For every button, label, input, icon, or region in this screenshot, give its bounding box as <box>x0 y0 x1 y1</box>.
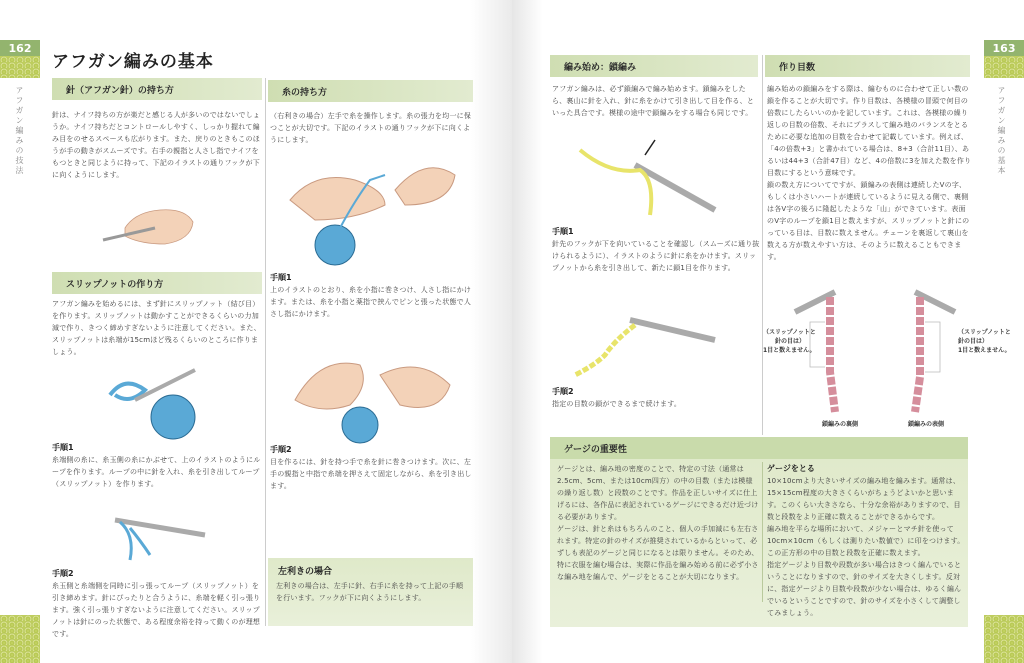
chain-note-left: （スリップノットと 針の目は） 1目と数えません。 <box>763 329 816 354</box>
section-heading-slipknot: スリップノットの作り方 <box>52 272 262 294</box>
section-heading-cast-on: 作り目数 <box>765 55 970 77</box>
chain-step2-illustration <box>570 295 720 380</box>
page-number-left: 162 <box>0 40 40 56</box>
knit-texture-decoration <box>0 615 40 663</box>
slipknot-step1-title: 手順1 <box>52 443 74 452</box>
caption-chain-back: 鎖編みの裏側 <box>822 421 859 428</box>
chain-note-right: （スリップノットと 針の目は） 1目と数えません。 <box>958 329 1011 354</box>
yarn-hold-step1-illustration <box>285 150 465 270</box>
yarn-step2-text: 目を作るには、針を持つ手で糸を針に巻きつけます。次に、左手の親指と中指で糸端を押さえて固定しながら、糸を引き出します。 <box>270 458 472 490</box>
caption-chain-front: 鎖編みの表側 <box>908 421 945 428</box>
section-heading-needle: 針（アフガン針）の持ち方 <box>52 78 262 100</box>
page-number-right: 163 <box>984 40 1024 56</box>
slipknot-step2-title: 手順2 <box>52 569 74 578</box>
slipknot-step1-illustration <box>105 365 205 445</box>
section-heading-yarn: 糸の持ち方 <box>268 80 473 102</box>
lefty-text: 左利きの場合は、左手に針、右手に糸を持って上記の手順を行います。フックが下に向くようにします。 <box>276 582 464 602</box>
chain-step1-title: 手順1 <box>552 227 574 236</box>
slipknot-step2-illustration <box>100 500 210 565</box>
chain-step2-title: 手順2 <box>552 387 574 396</box>
yarn-hold-step2-illustration <box>290 345 460 445</box>
chain-step1-illustration <box>570 135 720 220</box>
gauge-sub-text: 10×10cmより大きいサイズの編み地を編みます。通常は、15×15cm程度の大きさくらいがちょうどよいかと思います。このくらい大きさなら、十分な余裕がありますので、目数と段数をより正確に数えることができるからです。 編み地を平らな場所において、メジャーとマチ針を使って10cm×10cm（もしくは測りたい数値で）に印をつけます。この正方形の中の目数と段数を正確に数えます。 指定ゲージより目数や段数が多い場合はきつく編んでいるということになりますので、針のサイズを大きくします。反対に、指定ゲージより目数や段数が少ない場合は、ゆるく編んでいるということですので、針のサイズを小さくして調整してみましょう。 <box>767 477 965 617</box>
section-heading-chain: 編み始め：鎖編み <box>550 55 758 77</box>
yarn-step1-title: 手順1 <box>270 273 292 282</box>
knit-texture-decoration <box>984 615 1024 663</box>
chain-step2-text: 指定の目数の鎖ができるまで続けます。 <box>552 400 682 408</box>
gauge-text: ゲージとは、編み地の密度のことで、特定の寸法（通常は2.5cm、5cm、または10cm四方）の中の目数（または模様の繰り返し数）と段数のことです。作品を正しいサイズに仕上げるには、各作品に表記されているゲージにできるだけ近づける必要があります。 ゲージは、針と糸はもちろんのこと、個人の手加減にも左右されます。特定の針のサイズが推奨されているからといって、必ずしも表記のゲージと同じになるとは限りません。そのため、特に衣服を編む場合は、実際に作品を編み始める前に必ず小さな編み地を編んで、ゲージをとることが大切になります。 <box>557 465 759 581</box>
side-label-right: アフガン編みの基本 <box>997 86 1006 176</box>
lefty-heading: 左利きの場合 <box>278 567 333 577</box>
side-label-left: アフガン編みの技法 <box>15 86 24 176</box>
slipknot-text: アフガン編みを始めるには、まず針にスリップノット（結び目）を作ります。スリップノットは動かすことができるくらいの力加減で作り、きつく締めすぎないように注意してください。また、スリップノットは糸端が15cmほど残るくらいのところに作りましょう。 <box>52 300 261 356</box>
slipknot-step1-text: 糸端側の糸に、糸玉側の糸にかぶせて、上のイラストのようにループを作ります。ループの中に針を入れ、糸を引き出してループ（スリップノット）を作ります。 <box>52 456 261 488</box>
yarn-text: （右利きの場合）左手で糸を操作します。糸の張力を均一に保つことが大切です。下記のイラストの通りフックが下に向くようにします。 <box>270 112 472 144</box>
section-heading-gauge: ゲージの重要性 <box>550 437 968 459</box>
page-title: アフガン編みの基本 <box>52 52 214 72</box>
slipknot-step2-text: 糸玉側と糸端側を同時に引っ張ってループ（スリップノット）を引き締めます。針にぴったりと合うように、糸端を軽く引っ張ります。強く引っ張りすぎないように注意してください。スリップノットは針にのった状態で、ある程度余裕を持って動くのが理想です。 <box>52 582 261 638</box>
knit-texture-decoration <box>984 56 1024 78</box>
knit-texture-decoration <box>0 56 40 78</box>
chain-step1-text: 針先のフックが下を向いていることを確認し（スムーズに通り抜けられるように）、イラストのように針に糸をかけます。スリップノットから糸を引き出して、新たに鎖1目を作ります。 <box>552 240 760 272</box>
needle-text: 針は、ナイフ持ちの方が楽だと感じる人が多いのではないでしょうか。ナイフ持ちだとコントロールしやすく、しっかり握れて編み目をのせるスペースも広がります。また、戻りのときもこのほうが手の動きがスムーズです。右手の親指と人さし指でナイフをもつときと同じように持って、下記のイラストの通りフックが下に向くようにします。 <box>52 111 261 179</box>
yarn-step1-text: 上のイラストのとおり、糸を小指に巻きつけ、人さし指にかけます。または、糸を小指と薬指で挟んでピンと張った状態で人さし指にかけます。 <box>270 286 472 318</box>
needle-hold-illustration <box>95 200 205 250</box>
cast-on-text: 編み始めの鎖編みをする際は、編むものに合わせて正しい数の鎖を作ることが大切です。作り目数は、各模様の冒頭で何目の倍数にしたらいいのかを記しています。これは、各模様の繰り返しの目数の倍数、それにプラスして編み地のバランスをとるために必要な追加の目数を合わせて記載しています。例えば、「4の倍数+3」と書かれている場合は、8+3（合計11目）、あるいは44+3（合計47目）など、4の倍数に3を加えた数を作り目数にするという意味です。 鎖の数え方についてですが、鎖編みの表側は連続したVの字、もしくは小さいハートが連続しているように見える側で、裏側は各V字の後ろに隆起したような「山」ができています。表面のV字のループを鎖1目と数えますが、スリップノットと針にのっている目は、目数に数えません。チェーンを裏返して裏山を数える方が数えやすい方は、そのように数えることもできます。 <box>767 85 972 261</box>
column-divider <box>762 462 763 602</box>
gauge-sub-heading: ゲージをとる <box>767 464 815 473</box>
column-divider <box>265 78 266 626</box>
yarn-step2-title: 手順2 <box>270 445 292 454</box>
chain-text: アフガン編みは、必ず鎖編みで編み始めます。鎖編みをしたら、裏山に針を入れ、針に糸をかけて引き出して目を作る、といった具合です。模様の途中で鎖編みをする場合も同じです。 <box>552 85 755 117</box>
column-divider <box>762 55 763 435</box>
